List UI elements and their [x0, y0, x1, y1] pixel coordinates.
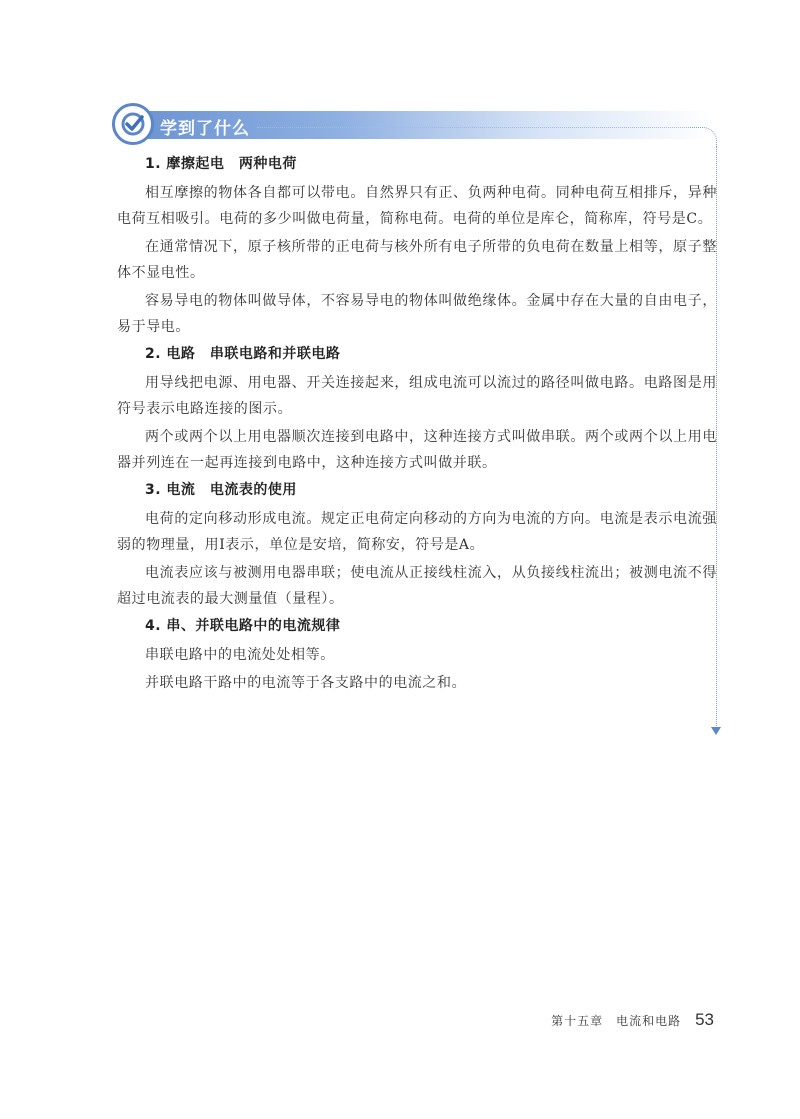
- chapter-title: 第十五章 电流和电路: [551, 1014, 682, 1028]
- page-footer: [551, 1010, 714, 1030]
- section-4: [117, 614, 717, 696]
- section-title: 1. 摩擦起电 两种电荷: [145, 156, 297, 172]
- paragraph: 并联电路干路中的电流等于各支路中的电流之和。: [145, 675, 467, 691]
- summary-content: [117, 152, 717, 698]
- section-title: 2. 电路 串联电路和并联电路: [145, 346, 341, 362]
- paragraph: 两个或两个以上用电器顺次连接到电路中，这种连接方式叫做串联。两个或两个以上用电器并列连在一起再连接到电路中，这种连接方式叫做并联。: [117, 429, 717, 471]
- arrow-down-icon: [711, 727, 721, 735]
- section-3: [117, 478, 717, 612]
- paragraph: 电荷的定向移动形成电流。规定正电荷定向移动的方向为电流的方向。电流是表示电流强弱的物理量，用I表示，单位是安培，简称安，符号是A。: [117, 511, 717, 553]
- page-number: 53: [695, 1010, 714, 1029]
- check-circle-icon: [112, 103, 154, 145]
- paragraph: 用导线把电源、用电器、开关连接起来，组成电流可以流过的路径叫做电路。电路图是用符号表示电路连接的图示。: [117, 375, 717, 417]
- section-1: [117, 152, 717, 340]
- paragraph: 相互摩擦的物体各自都可以带电。自然界只有正、负两种电荷。同种电荷互相排斥，异种电荷互相吸引。电荷的多少叫做电荷量，简称电荷。电荷的单位是库仑，简称库，符号是C。: [117, 185, 717, 227]
- frame-corner: [690, 127, 717, 148]
- section-2: [117, 342, 717, 476]
- paragraph: 在通常情况下，原子核所带的正电荷与核外所有电子所带的负电荷在数量上相等，原子整体不显电性。: [117, 239, 717, 281]
- paragraph: 串联电路中的电流处处相等。: [145, 647, 335, 663]
- section-title: 3. 电流 电流表的使用: [145, 482, 297, 498]
- banner-dotted-rule: [257, 127, 697, 128]
- paragraph: 容易导电的物体叫做导体，不容易导电的物体叫做绝缘体。金属中存在大量的自由电子，易于导电。: [117, 293, 717, 335]
- section-banner: [112, 103, 712, 145]
- paragraph: 电流表应该与被测用电器串联；使电流从正接线柱流入，从负接线柱流出；被测电流不得超过电流表的最大测量值（量程）。: [117, 565, 717, 607]
- section-title: 4. 串、并联电路中的电流规律: [145, 618, 341, 634]
- banner-title: 学到了什么: [160, 119, 250, 139]
